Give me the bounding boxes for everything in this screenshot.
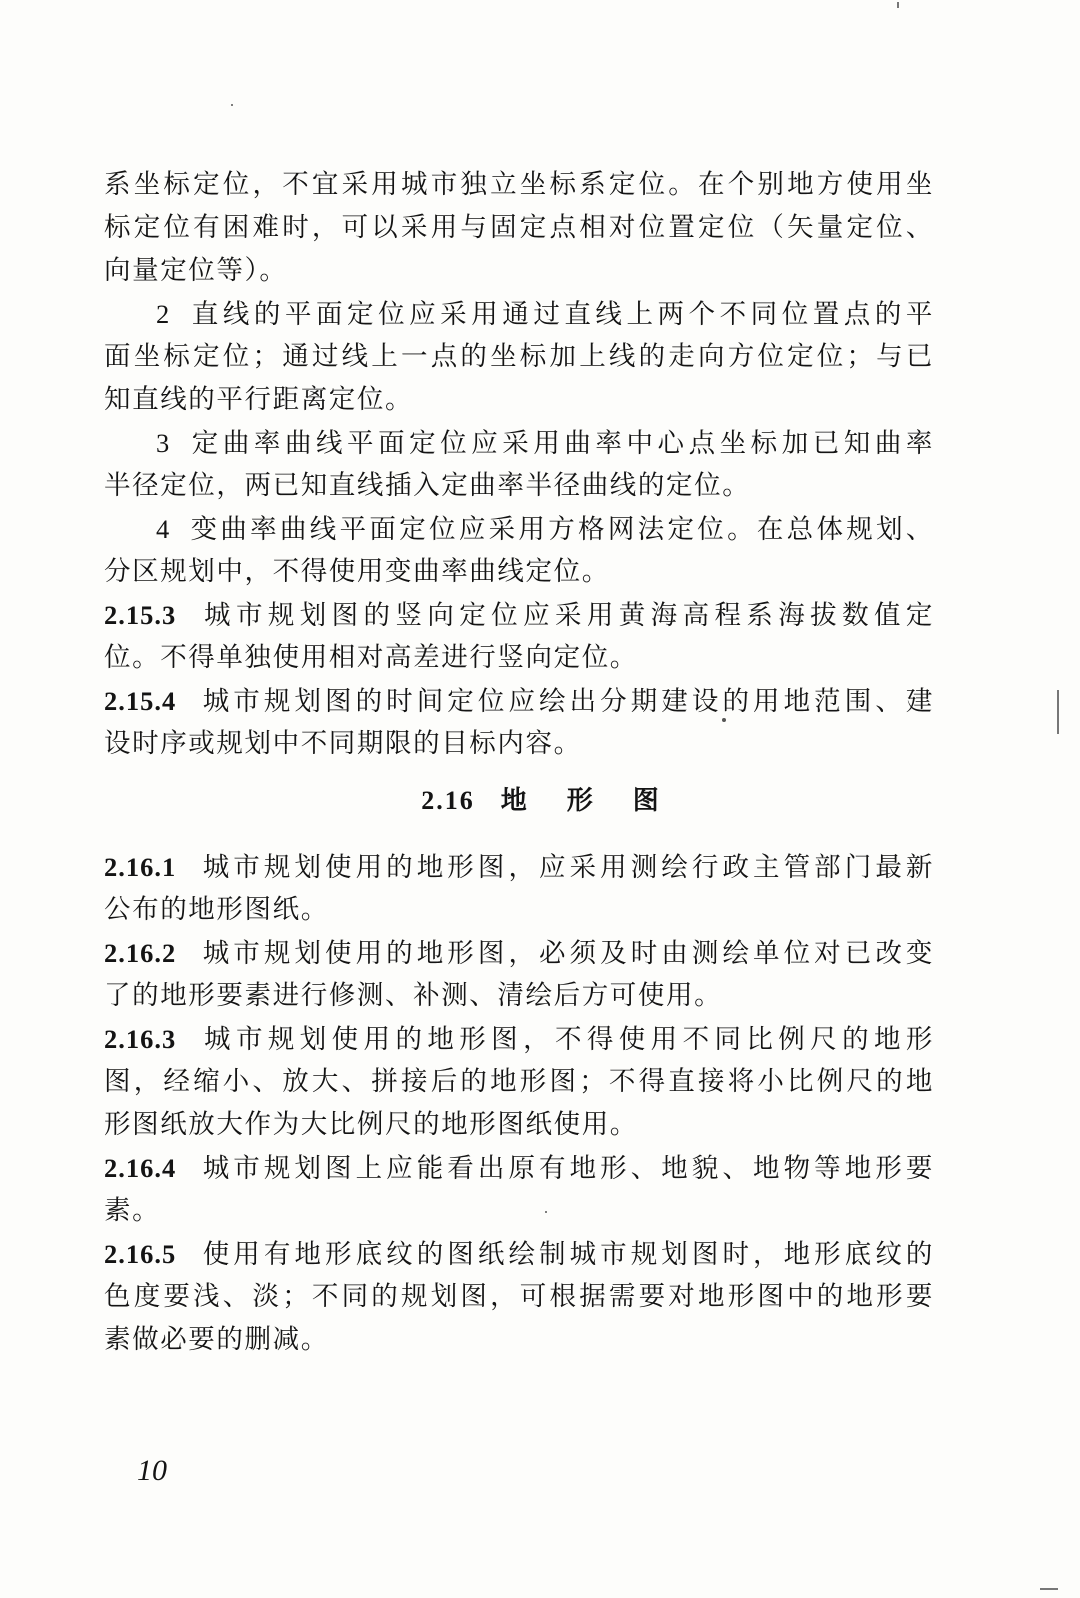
clause-2-15-4 (104, 679, 934, 724)
text-line: 公布的地形图纸。 (104, 894, 329, 925)
text-line: 使用有地形底纹的图纸绘制城市规划图时，地形底纹的 (200, 1239, 934, 1270)
clause-2-16-3 (104, 1017, 934, 1062)
item-number: 3 (156, 428, 171, 458)
text-line: 位。不得单独使用相对高差进行竖向定位。 (104, 642, 638, 673)
list-item-3 (156, 421, 934, 466)
clause-number: 2.16.5 (104, 1239, 177, 1269)
text-line: 向量定位等）。 (104, 255, 288, 286)
text-line: 知直线的平行距离定位。 (104, 384, 414, 415)
text-line: 设时序或规划中不同期限的目标内容。 (104, 728, 582, 759)
text-line: 半径定位，两已知直线插入定曲率半径曲线的定位。 (104, 470, 751, 501)
clause-2-16-4 (104, 1146, 934, 1191)
text-line: 标定位有困难时，可以采用与固定点相对位置定位（矢量定位、 (104, 212, 934, 243)
section-title: 地形图 (500, 786, 699, 816)
text-line: 城市规划图的竖向定位应采用黄海高程系海拔数值定 (200, 600, 934, 631)
text-line: 素。 (104, 1195, 161, 1226)
clause-number: 2.16.2 (104, 938, 177, 968)
text-line: 面坐标定位；通过线上一点的坐标加上线的走向方位定位；与已 (104, 341, 934, 372)
text-line: 了的地形要素进行修测、补测、清绘后方可使用。 (104, 980, 723, 1011)
text-line: 城市规划使用的地形图，必须及时由测绘单位对已改变 (200, 938, 934, 969)
scan-edge-mark (897, 2, 899, 8)
text-line: 形图纸放大作为大比例尺的地形图纸使用。 (104, 1109, 638, 1140)
clause-number: 2.15.4 (104, 686, 177, 716)
scan-speck (722, 718, 726, 722)
section-number: 2.16 (421, 786, 475, 815)
clause-2-16-1 (104, 845, 934, 890)
text-line: 定曲率曲线平面定位应采用曲率中心点坐标加已知曲率 (188, 428, 934, 459)
text-line: 色度要浅、淡；不同的规划图，可根据需要对地形图中的地形要 (104, 1281, 934, 1312)
text-line: 城市规划图的时间定位应绘出分期建设的用地范围、建 (200, 686, 934, 717)
clause-number: 2.16.3 (104, 1024, 177, 1054)
text-line: 系坐标定位，不宜采用城市独立坐标系定位。在个别地方使用坐 (104, 169, 934, 200)
clause-2-16-2 (104, 931, 934, 976)
text-line: 城市规划图上应能看出原有地形、地貌、地物等地形要 (200, 1153, 934, 1184)
text-line: 图，经缩小、放大、拼接后的地形图；不得直接将小比例尺的地 (104, 1066, 934, 1097)
clause-number: 2.15.3 (104, 600, 177, 630)
text-line: 直线的平面定位应采用通过直线上两个不同位置点的平 (188, 299, 934, 330)
clause-number: 2.16.4 (104, 1153, 177, 1183)
text-line: 分区规划中，不得使用变曲率曲线定位。 (104, 556, 610, 587)
text-line: 城市规划使用的地形图，应采用测绘行政主管部门最新 (200, 852, 934, 883)
page-number: 10 (137, 1454, 167, 1487)
scan-edge-mark (1040, 1588, 1058, 1590)
clause-number: 2.16.1 (104, 852, 177, 882)
text-line: 变曲率曲线平面定位应采用方格网法定位。在总体规划、 (188, 514, 934, 545)
scan-speck (545, 1211, 547, 1213)
item-number: 2 (156, 299, 171, 329)
scan-edge-mark (1057, 690, 1059, 734)
section-heading (0, 781, 1080, 821)
scan-speck (231, 104, 233, 106)
list-item-4 (156, 507, 934, 552)
text-line: 素做必要的删减。 (104, 1324, 329, 1355)
item-number: 4 (156, 514, 171, 544)
clause-2-15-3 (104, 593, 934, 638)
list-item-2 (156, 292, 934, 337)
clause-2-16-5 (104, 1232, 934, 1277)
text-line: 城市规划使用的地形图，不得使用不同比例尺的地形 (200, 1024, 934, 1055)
